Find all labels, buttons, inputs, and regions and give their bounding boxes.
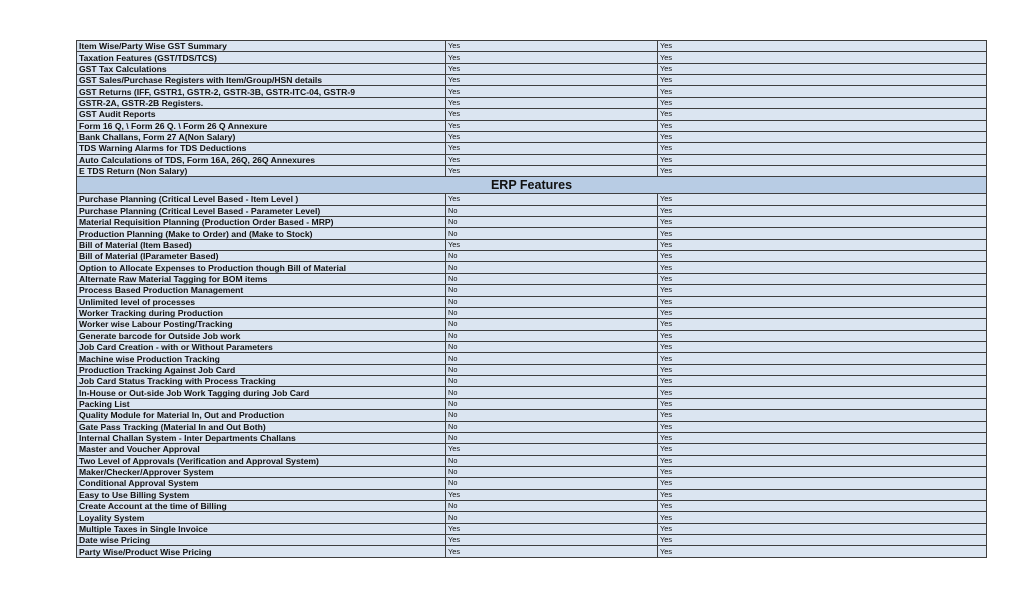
table-row <box>77 364 987 375</box>
table-row <box>77 535 987 546</box>
table-row <box>77 330 987 341</box>
edition-b-value-cell: Yes <box>658 512 987 523</box>
edition-a-value-cell: No <box>446 273 658 284</box>
table-row <box>77 398 987 409</box>
feature-name-cell: Easy to Use Billing System <box>77 489 446 500</box>
feature-name-cell: GST Tax Calculations <box>77 63 446 74</box>
edition-b-value-cell: Yes <box>658 364 987 375</box>
edition-b-value-cell: Yes <box>658 535 987 546</box>
edition-b-value-cell: Yes <box>658 228 987 239</box>
edition-b-value-cell: Yes <box>658 52 987 63</box>
table-row <box>77 262 987 273</box>
edition-a-value-cell: Yes <box>446 523 658 534</box>
feature-name-cell: Packing List <box>77 398 446 409</box>
feature-name-cell: Production Tracking Against Job Card <box>77 364 446 375</box>
edition-a-value-cell: No <box>446 387 658 398</box>
feature-name-cell: GST Returns (IFF, GSTR1, GSTR-2, GSTR-3B, GSTR-ITC-04, GSTR-9 <box>77 86 446 97</box>
edition-b-value-cell: Yes <box>658 432 987 443</box>
table-row <box>77 251 987 262</box>
edition-a-value-cell: No <box>446 512 658 523</box>
edition-b-value-cell: Yes <box>658 319 987 330</box>
edition-b-value-cell: Yes <box>658 421 987 432</box>
edition-b-value-cell: Yes <box>658 262 987 273</box>
edition-b-value-cell: Yes <box>658 444 987 455</box>
feature-name-cell: Create Account at the time of Billing <box>77 501 446 512</box>
table-row <box>77 307 987 318</box>
edition-a-value-cell: No <box>446 364 658 375</box>
edition-b-value-cell: Yes <box>658 165 987 176</box>
feature-name-cell: Alternate Raw Material Tagging for BOM items <box>77 273 446 284</box>
table-row <box>77 455 987 466</box>
feature-comparison-table <box>76 40 987 558</box>
table-row <box>77 154 987 165</box>
feature-name-cell: GST Audit Reports <box>77 109 446 120</box>
edition-b-value-cell: Yes <box>658 75 987 86</box>
feature-name-cell: Bank Challans, Form 27 A(Non Salary) <box>77 131 446 142</box>
table-row <box>77 52 987 63</box>
feature-name-cell: Maker/Checker/Approver System <box>77 466 446 477</box>
feature-name-cell: Multiple Taxes in Single Invoice <box>77 523 446 534</box>
edition-a-value-cell: Yes <box>446 131 658 142</box>
edition-b-value-cell: Yes <box>658 307 987 318</box>
feature-name-cell: Bill of Material (Item Based) <box>77 239 446 250</box>
table-row <box>77 387 987 398</box>
edition-a-value-cell: Yes <box>446 120 658 131</box>
feature-name-cell: Production Planning (Make to Order) and (Make to Stock) <box>77 228 446 239</box>
feature-name-cell: Form 16 Q, \ Form 26 Q. \ Form 26 Q Annexure <box>77 120 446 131</box>
feature-name-cell: TDS Warning Alarms for TDS Deductions <box>77 143 446 154</box>
feature-name-cell: Process Based Production Management <box>77 285 446 296</box>
table-row <box>77 512 987 523</box>
table-row <box>77 131 987 142</box>
table-row <box>77 466 987 477</box>
edition-a-value-cell: No <box>446 251 658 262</box>
table-row <box>77 523 987 534</box>
feature-name-cell: Bill of Material (IParameter Based) <box>77 251 446 262</box>
edition-a-value-cell: No <box>446 410 658 421</box>
feature-name-cell: Item Wise/Party Wise GST Summary <box>77 41 446 52</box>
edition-a-value-cell: Yes <box>446 75 658 86</box>
feature-name-cell: Auto Calculations of TDS, Form 16A, 26Q, 26Q Annexures <box>77 154 446 165</box>
edition-b-value-cell: Yes <box>658 296 987 307</box>
feature-name-cell: GST Sales/Purchase Registers with Item/Group/HSN details <box>77 75 446 86</box>
edition-a-value-cell: No <box>446 217 658 228</box>
edition-b-value-cell: Yes <box>658 387 987 398</box>
edition-a-value-cell: No <box>446 455 658 466</box>
edition-b-value-cell: Yes <box>658 154 987 165</box>
edition-b-value-cell: Yes <box>658 251 987 262</box>
edition-a-value-cell: Yes <box>446 546 658 557</box>
table-row <box>77 376 987 387</box>
feature-name-cell: Two Level of Approvals (Verification and Approval System) <box>77 455 446 466</box>
edition-a-value-cell: No <box>446 398 658 409</box>
edition-a-value-cell: No <box>446 353 658 364</box>
edition-a-value-cell: No <box>446 319 658 330</box>
section-title: ERP Features <box>77 177 987 194</box>
table-row <box>77 109 987 120</box>
table-row <box>77 41 987 52</box>
table-row <box>77 86 987 97</box>
edition-a-value-cell: No <box>446 432 658 443</box>
table-row <box>77 205 987 216</box>
edition-a-value-cell: No <box>446 341 658 352</box>
table-row <box>77 353 987 364</box>
table-row <box>77 143 987 154</box>
edition-b-value-cell: Yes <box>658 546 987 557</box>
table-row <box>77 194 987 205</box>
feature-name-cell: Job Card Creation - with or Without Parameters <box>77 341 446 352</box>
edition-b-value-cell: Yes <box>658 410 987 421</box>
section-header-row <box>77 177 987 194</box>
edition-a-value-cell: Yes <box>446 109 658 120</box>
feature-name-cell: Party Wise/Product Wise Pricing <box>77 546 446 557</box>
table-row <box>77 165 987 176</box>
edition-a-value-cell: No <box>446 466 658 477</box>
table-row <box>77 421 987 432</box>
feature-name-cell: Taxation Features (GST/TDS/TCS) <box>77 52 446 63</box>
edition-a-value-cell: Yes <box>446 165 658 176</box>
edition-b-value-cell: Yes <box>658 523 987 534</box>
feature-name-cell: GSTR-2A, GSTR-2B Registers. <box>77 97 446 108</box>
edition-b-value-cell: Yes <box>658 109 987 120</box>
feature-name-cell: Job Card Status Tracking with Process Tracking <box>77 376 446 387</box>
feature-name-cell: Worker Tracking during Production <box>77 307 446 318</box>
feature-name-cell: Internal Challan System - Inter Departments Challans <box>77 432 446 443</box>
feature-name-cell: Master and Voucher Approval <box>77 444 446 455</box>
edition-a-value-cell: Yes <box>446 143 658 154</box>
feature-name-cell: Purchase Planning (Critical Level Based - Item Level ) <box>77 194 446 205</box>
feature-name-cell: Date wise Pricing <box>77 535 446 546</box>
edition-a-value-cell: Yes <box>446 535 658 546</box>
edition-b-value-cell: Yes <box>658 341 987 352</box>
edition-b-value-cell: Yes <box>658 143 987 154</box>
feature-name-cell: Purchase Planning (Critical Level Based - Parameter Level) <box>77 205 446 216</box>
feature-name-cell: Material Requisition Planning (Production Order Based - MRP) <box>77 217 446 228</box>
edition-a-value-cell: No <box>446 421 658 432</box>
edition-b-value-cell: Yes <box>658 97 987 108</box>
feature-name-cell: Conditional Approval System <box>77 478 446 489</box>
edition-a-value-cell: Yes <box>446 86 658 97</box>
table-row <box>77 444 987 455</box>
table-row <box>77 273 987 284</box>
edition-a-value-cell: Yes <box>446 239 658 250</box>
table-row <box>77 228 987 239</box>
edition-a-value-cell: No <box>446 501 658 512</box>
edition-b-value-cell: Yes <box>658 131 987 142</box>
edition-a-value-cell: Yes <box>446 52 658 63</box>
edition-b-value-cell: Yes <box>658 489 987 500</box>
table-row <box>77 217 987 228</box>
edition-b-value-cell: Yes <box>658 478 987 489</box>
edition-b-value-cell: Yes <box>658 273 987 284</box>
edition-b-value-cell: Yes <box>658 501 987 512</box>
table-row <box>77 489 987 500</box>
feature-name-cell: Worker wise Labour Posting/Tracking <box>77 319 446 330</box>
edition-b-value-cell: Yes <box>658 455 987 466</box>
table-body <box>77 41 987 558</box>
feature-name-cell: Quality Module for Material In, Out and Production <box>77 410 446 421</box>
feature-name-cell: Loyality System <box>77 512 446 523</box>
edition-b-value-cell: Yes <box>658 398 987 409</box>
edition-b-value-cell: Yes <box>658 120 987 131</box>
table-row <box>77 478 987 489</box>
feature-name-cell: Generate barcode for Outside Job work <box>77 330 446 341</box>
edition-a-value-cell: No <box>446 307 658 318</box>
edition-b-value-cell: Yes <box>658 285 987 296</box>
edition-b-value-cell: Yes <box>658 86 987 97</box>
edition-a-value-cell: No <box>446 228 658 239</box>
table-row <box>77 97 987 108</box>
feature-name-cell: E TDS Return (Non Salary) <box>77 165 446 176</box>
edition-b-value-cell: Yes <box>658 466 987 477</box>
edition-b-value-cell: Yes <box>658 217 987 228</box>
edition-a-value-cell: Yes <box>446 154 658 165</box>
table-row <box>77 410 987 421</box>
table-row <box>77 341 987 352</box>
edition-a-value-cell: No <box>446 330 658 341</box>
table-row <box>77 432 987 443</box>
edition-a-value-cell: Yes <box>446 194 658 205</box>
table-row <box>77 285 987 296</box>
edition-b-value-cell: Yes <box>658 330 987 341</box>
edition-a-value-cell: Yes <box>446 41 658 52</box>
table-row <box>77 63 987 74</box>
edition-b-value-cell: Yes <box>658 63 987 74</box>
table-row <box>77 319 987 330</box>
table-row <box>77 239 987 250</box>
table-row <box>77 75 987 86</box>
edition-a-value-cell: No <box>446 296 658 307</box>
feature-name-cell: Option to Allocate Expenses to Production though Bill of Material <box>77 262 446 273</box>
edition-a-value-cell: Yes <box>446 97 658 108</box>
edition-a-value-cell: Yes <box>446 489 658 500</box>
edition-a-value-cell: No <box>446 262 658 273</box>
edition-a-value-cell: Yes <box>446 63 658 74</box>
table-row <box>77 120 987 131</box>
feature-name-cell: Machine wise Production Tracking <box>77 353 446 364</box>
edition-b-value-cell: Yes <box>658 353 987 364</box>
edition-b-value-cell: Yes <box>658 376 987 387</box>
edition-a-value-cell: Yes <box>446 444 658 455</box>
edition-b-value-cell: Yes <box>658 239 987 250</box>
edition-a-value-cell: No <box>446 205 658 216</box>
edition-b-value-cell: Yes <box>658 194 987 205</box>
edition-a-value-cell: No <box>446 376 658 387</box>
feature-comparison-sheet <box>76 40 986 558</box>
table-row <box>77 501 987 512</box>
feature-name-cell: Gate Pass Tracking (Material In and Out Both) <box>77 421 446 432</box>
edition-b-value-cell: Yes <box>658 205 987 216</box>
edition-a-value-cell: No <box>446 285 658 296</box>
table-row <box>77 296 987 307</box>
feature-name-cell: In-House or Out-side Job Work Tagging during Job Card <box>77 387 446 398</box>
edition-b-value-cell: Yes <box>658 41 987 52</box>
feature-name-cell: Unlimited level of processes <box>77 296 446 307</box>
table-row <box>77 546 987 557</box>
edition-a-value-cell: No <box>446 478 658 489</box>
